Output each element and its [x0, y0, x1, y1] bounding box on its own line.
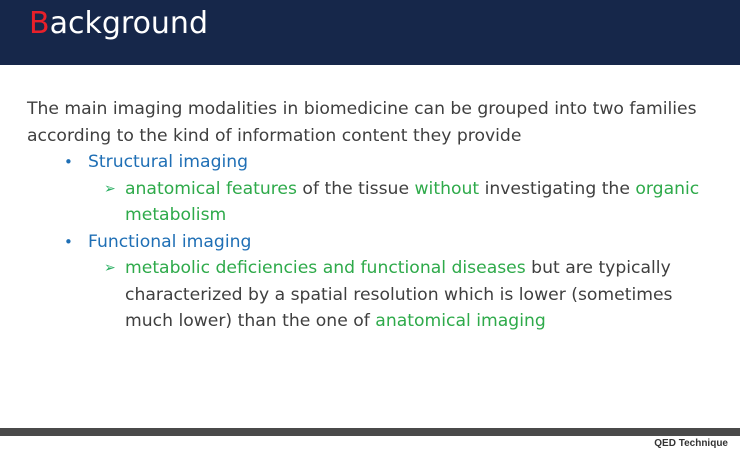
- body-text: investigating the: [479, 178, 636, 199]
- bullet-dot-icon: •: [64, 232, 73, 251]
- title-first-letter: B: [29, 6, 50, 41]
- highlight-text: organic metabolism: [125, 178, 700, 225]
- title-rest: ackground: [49, 6, 208, 41]
- bullet-label: Structural imaging: [88, 152, 249, 172]
- title-bar: [0, 0, 740, 65]
- intro-paragraph: The main imaging modalities in biomedicine can be grouped into two families according to the kind of information content they provide: [27, 99, 697, 146]
- highlight-text: without: [414, 178, 480, 199]
- highlight-text: anatomical imaging: [375, 311, 546, 331]
- arrow-bullet-icon: ➢: [104, 260, 116, 276]
- body-text: of the tissue: [296, 178, 415, 199]
- footer-brand: QED Technique: [654, 438, 728, 449]
- highlight-text: metabolic deficiencies and functional diseases: [125, 258, 526, 278]
- sub-bullet-functional: [27, 255, 727, 335]
- slide-body: [27, 96, 727, 335]
- bullet-structural-imaging: [27, 149, 727, 176]
- bullet-dot-icon: •: [64, 153, 73, 171]
- arrow-bullet-icon: ➢: [104, 180, 116, 197]
- sub-bullet-structural: [27, 176, 727, 229]
- footer-divider: [0, 428, 740, 436]
- body-text: but are typically characterized by a spatial resolution which is lower (sometimes much lower) than the one of: [125, 258, 673, 331]
- highlight-text: anatomical features: [125, 178, 297, 199]
- bullet-functional-imaging: [27, 229, 727, 256]
- slide-title: [29, 6, 208, 42]
- bullet-label: Functional imaging: [88, 231, 252, 252]
